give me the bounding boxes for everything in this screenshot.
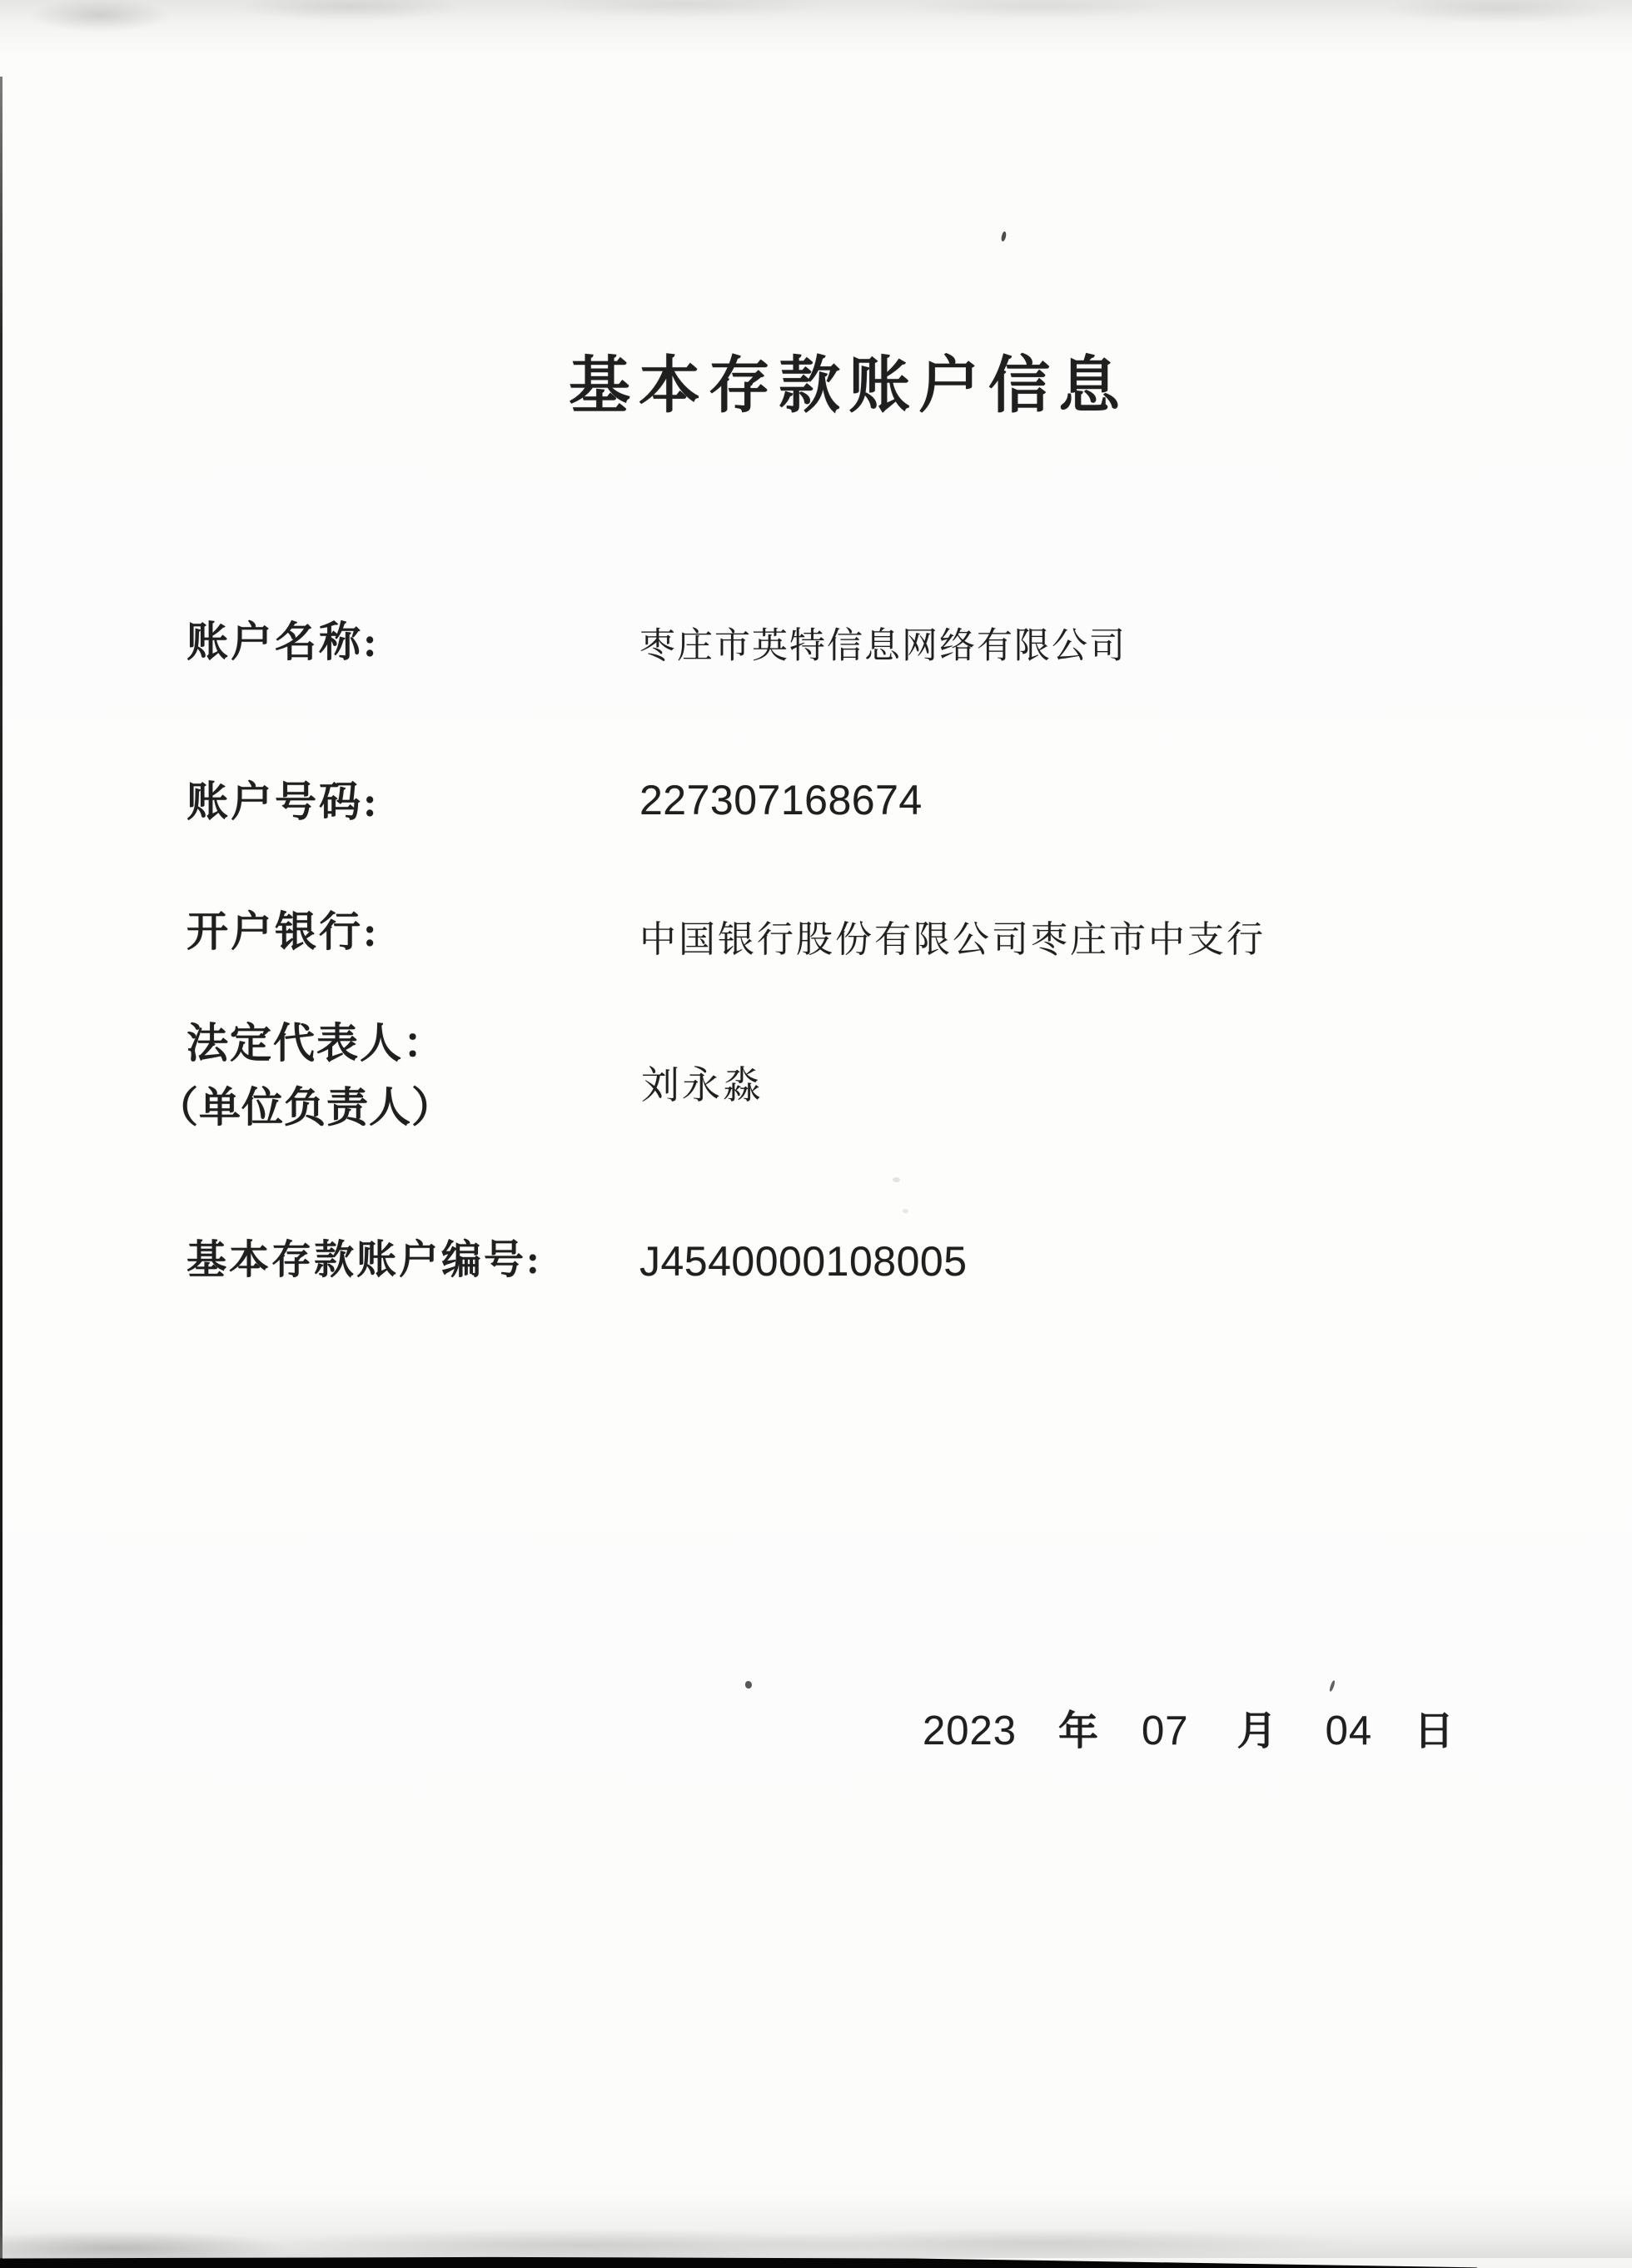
scan-speck-middle-2 [903,1209,908,1213]
opening-bank-label: 开户银行: [187,908,380,955]
legal-representative-value: 刘永淼 [641,1064,764,1107]
account-number-value: 227307168674 [639,777,923,823]
date-day-unit: 日 [1414,1709,1455,1753]
date-year-unit: 年 [1058,1709,1099,1753]
scan-speck-middle-1 [893,1177,900,1182]
scan-bottom-shadow [0,2195,1632,2258]
date-line [923,1699,1454,1756]
date-month-unit: 月 [1236,1709,1277,1753]
opening-bank-value: 中国银行股份有限公司枣庄市中支行 [639,919,1266,960]
date-month: 07 [1142,1708,1189,1753]
account-name-label: 账户名称: [187,619,380,665]
scan-speck-above-day [1329,1680,1336,1693]
scan-speck-top [1001,231,1008,242]
date-year: 2023 [923,1708,1018,1753]
account-name-value: 枣庄市英特信息网络有限公司 [639,627,1127,666]
scan-speck-near-date-left [745,1681,752,1689]
date-day: 04 [1325,1708,1373,1753]
document-title: 基本存款账户信息 [569,352,1128,420]
basic-deposit-account-number-value: J4540000108005 [639,1238,968,1285]
basic-deposit-account-number-label: 基本存款账户编号: [187,1238,542,1282]
scan-top-edge-noise [0,0,1632,58]
scan-left-edge-line [0,77,2,2268]
legal-representative-label: 法定代表人： [187,1020,446,1067]
unit-responsible-person-label: （单位负责人） [157,1084,454,1131]
account-number-label: 账户号码: [187,778,380,825]
